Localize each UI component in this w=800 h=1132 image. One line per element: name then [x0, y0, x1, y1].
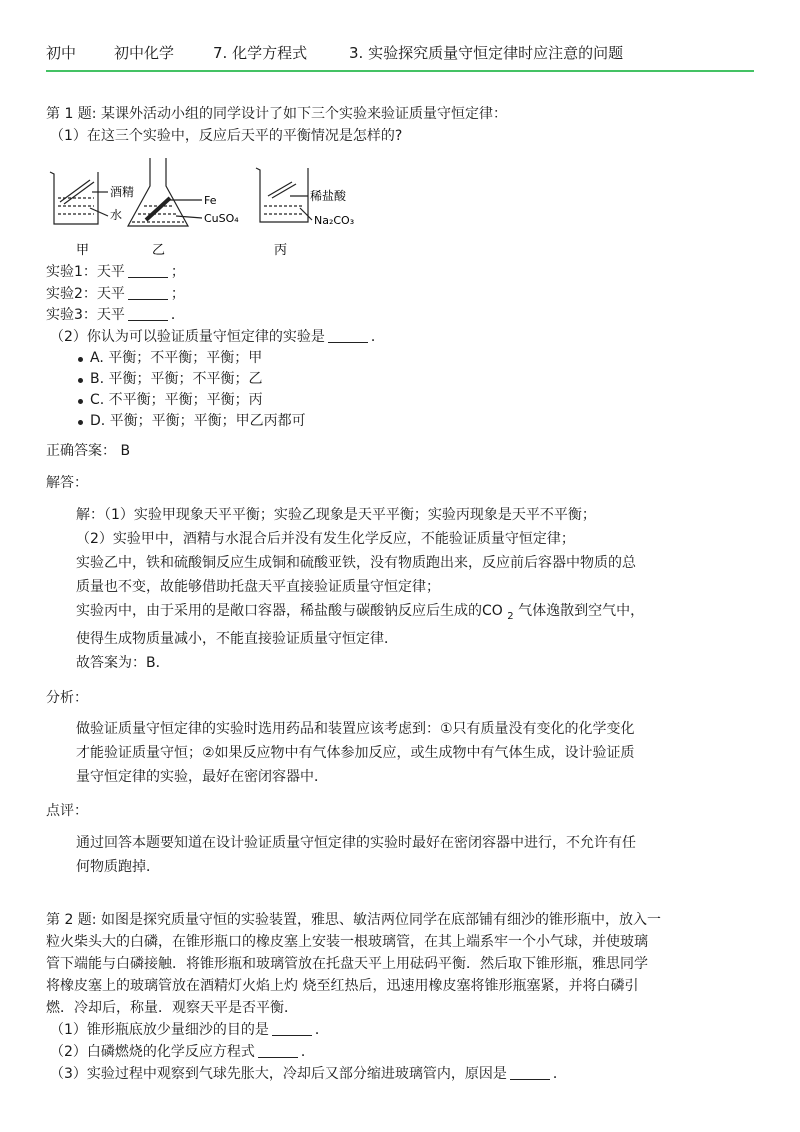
solution-line: 解：（1）实验甲现象天平平衡；实验乙现象是天平平衡；实验丙现象是天平不平衡； [76, 507, 596, 523]
option-a[interactable]: A. 平衡；不平衡；平衡；甲 [90, 350, 263, 366]
exp1-blank [128, 263, 168, 278]
q2-part2-blank [258, 1043, 298, 1058]
solution-label: 解答： [46, 475, 88, 491]
exp2-line: 实验2：天平 ； [46, 286, 185, 302]
breadcrumb-item-topic[interactable]: 3. 实验探究质量守恒定律时应注意的问题 [349, 44, 624, 62]
header-divider [46, 70, 754, 72]
option-bullet [78, 420, 83, 425]
comment-line: 通过回答本题要知道在设计验证质量守恒定律的实验时最好在密闭容器中进行，不允许有任 [76, 835, 636, 851]
answer-value: B [120, 443, 131, 459]
solution-line-co2 [76, 601, 644, 627]
option-bullet [78, 399, 83, 404]
comment-label: 点评： [46, 803, 88, 819]
breadcrumb-item-level[interactable]: 初中 [46, 44, 77, 62]
q2-part3-blank [510, 1065, 550, 1080]
solution-line: 故答案为：B． [76, 655, 170, 671]
q2-part2-line: （2）白磷燃烧的化学反应方程式 ． [50, 1044, 315, 1060]
analysis-label: 分析： [46, 690, 88, 706]
answer-line [46, 441, 130, 461]
caption-yi: 乙 [152, 243, 166, 258]
exp1-label: 实验1：天平 [46, 264, 125, 280]
caption-bing: 丙 [274, 243, 288, 258]
label-cuso4: CuSO₄ [204, 212, 239, 225]
q2-part2: （2）白磷燃烧的化学反应方程式 [50, 1044, 255, 1060]
analysis-line: 量守恒定律的实验，最好在密闭容器中． [76, 769, 328, 785]
q2-text-line: 将橡皮塞上的玻璃管放在酒精灯火焰上灼 烧至红热后，迅速用橡皮塞将锥形瓶塞紧，并将白磷引 [46, 978, 639, 994]
option-bullet [78, 378, 83, 383]
q2-text-line: 燃．冷却后，称量．观察天平是否平衡． [46, 1000, 298, 1016]
comment-line: 何物质跑掉． [76, 859, 160, 875]
q2-text-line: 第 2 题: 如图是探究质量守恒的实验装置，雅思、敏洁两位同学在底部铺有细沙的锥形瓶中，放入一 [46, 912, 661, 928]
q2-part3: （3）实验过程中观察到气球先胀大，冷却后又部分缩进玻璃管内，原因是 [50, 1066, 507, 1082]
solution-text: 气体逸散到空气中， [518, 603, 645, 619]
answer-label: 正确答案： [46, 443, 116, 459]
option-d[interactable]: D. 平衡；平衡；平衡；甲乙丙都可 [90, 413, 306, 429]
experiment-figure [46, 156, 386, 260]
caption-jia: 甲 [76, 243, 90, 258]
co2-subscript: 2 [507, 611, 514, 622]
q2-part3-line: （3）实验过程中观察到气球先胀大，冷却后又部分缩进玻璃管内，原因是 ． [50, 1066, 567, 1082]
analysis-line: 才能验证质量守恒；②如果反应物中有气体参加反应，或生成物中有气体生成，设计验证质 [76, 745, 635, 761]
option-c[interactable]: C. 不平衡；平衡；平衡；丙 [90, 392, 263, 408]
breadcrumb-item-chapter[interactable]: 7. 化学方程式 [213, 44, 308, 62]
breadcrumb [46, 38, 754, 66]
q2-text-line: 管下端能与白磷接触．将锥形瓶和玻璃管放在托盘天平上用砝码平衡．然后取下锥形瓶，雅思同学 [46, 956, 648, 972]
solution-line: 使得生成物质量减小，不能直接验证质量守恒定律． [76, 631, 398, 647]
exp3-label: 实验3：天平 [46, 307, 125, 323]
solution-line: （2）实验甲中，酒精与水混合后并没有发生化学反应，不能验证质量守恒定律； [76, 531, 575, 547]
solution-text: 实验丙中，由于采用的是敞口容器，稀盐酸与碳酸钠反应后生成的CO [76, 603, 503, 619]
q1-part2-line: （2）你认为可以验证质量守恒定律的实验是 ． [50, 329, 385, 345]
label-hcl: 稀盐酸 [310, 189, 347, 203]
q1-part2: （2）你认为可以验证质量守恒定律的实验是 [50, 329, 325, 345]
label-fe: Fe [204, 194, 217, 207]
solution-line: 质量也不变，故能够借助托盘天平直接验证质量守恒定律； [76, 579, 440, 595]
label-water: 水 [110, 208, 123, 222]
q2-part1-line: （1）锥形瓶底放少量细沙的目的是 ． [50, 1022, 329, 1038]
q2-part1-blank [272, 1021, 312, 1036]
q2-text-line: 粒火柴头大的白磷，在锥形瓶口的橡皮塞上安装一根玻璃管，在其上端系牢一个小气球，并使玻璃 [46, 934, 648, 950]
exp2-label: 实验2：天平 [46, 286, 125, 302]
q1-title: 第 1 题: 某课外活动小组的同学设计了如下三个实验来验证质量守恒定律： [46, 106, 507, 122]
label-alcohol: 酒精 [110, 185, 135, 199]
exp1-line: 实验1：天平 ； [46, 264, 185, 280]
analysis-line: 做验证质量守恒定律的实验时选用药品和装置应该考虑到：①只有质量没有变化的化学变化 [76, 721, 635, 737]
breadcrumb-item-subject[interactable]: 初中化学 [114, 44, 175, 62]
exp3-line: 实验3：天平 ． [46, 307, 185, 323]
part2-blank [328, 328, 368, 343]
q1-part1: （1）在这三个实验中，反应后天平的平衡情况是怎样的? [50, 128, 403, 144]
solution-line: 实验乙中，铁和硫酸铜反应生成铜和硫酸亚铁，没有物质跑出来，反应前后容器中物质的总 [76, 555, 636, 571]
option-bullet [78, 357, 83, 362]
q2-part1: （1）锥形瓶底放少量细沙的目的是 [50, 1022, 269, 1038]
label-na2co3: Na₂CO₃ [314, 214, 355, 227]
option-b[interactable]: B. 平衡；平衡；不平衡；乙 [90, 371, 263, 387]
exp2-blank [128, 285, 168, 300]
exp3-blank [128, 306, 168, 321]
